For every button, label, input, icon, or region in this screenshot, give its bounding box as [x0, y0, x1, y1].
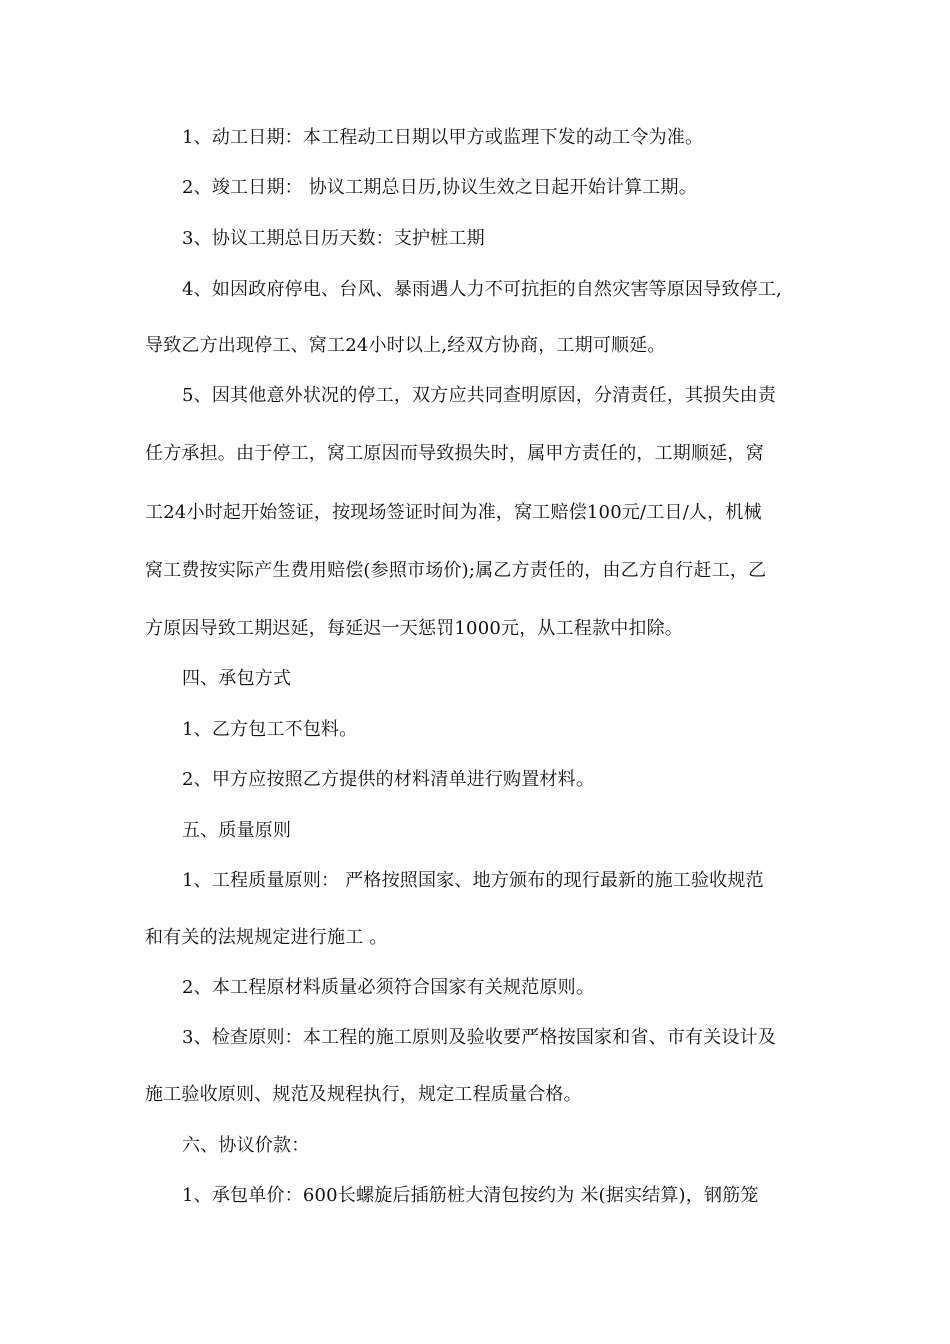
clause-total-days: 3、协议工期总日历天数：支护桩工期: [182, 228, 485, 249]
clause-other-stoppage: 5、因其他意外状况的停工，双方应共同查明原因，分清责任，其损失由责: [182, 385, 777, 406]
section-heading-price: 六、协议价款：: [182, 1135, 310, 1156]
clause-other-stoppage-cont-1: 任方承担。由于停工，窝工原因而导致损失时，属甲方责任的，工期顺延，窝: [145, 443, 764, 464]
clause-force-majeure: 4、如因政府停电、台风、暴雨遇人力不可抗拒的自然灾害等原因导致停工,: [182, 279, 782, 300]
section-heading-quality: 五、质量原则: [182, 820, 292, 841]
clause-labor-only: 1、乙方包工不包料。: [182, 719, 358, 740]
clause-raw-material-quality: 2、本工程原材料质量必须符合国家有关规范原则。: [182, 977, 595, 998]
clause-inspection-cont: 施工验收原则、规范及规程执行，规定工程质量合格。: [145, 1084, 582, 1105]
clause-unit-price: 1、承包单价：600长螺旋后插筋桩大清包按约为 米(据实结算)，钢筋笼: [182, 1185, 759, 1206]
clause-completion-date: 2、竣工日期： 协议工期总日历,协议生效之日起开始计算工期。: [182, 177, 697, 198]
clause-quality-standard: 1、工程质量原则： 严格按照国家、地方颁布的现行最新的施工验收规范: [182, 870, 764, 891]
clause-start-date: 1、动工日期：本工程动工日期以甲方或监理下发的动工令为准。: [182, 127, 704, 148]
clause-other-stoppage-cont-3: 窝工费按实际产生费用赔偿(参照市场价);属乙方责任的，由乙方自行赶工，乙: [145, 560, 767, 581]
clause-other-stoppage-cont-4: 方原因导致工期迟延，每延迟一天惩罚1000元，从工程款中扣除。: [145, 618, 684, 639]
clause-quality-standard-cont: 和有关的法规规定进行施工 。: [145, 927, 388, 948]
clause-force-majeure-cont: 导致乙方出现停工、窝工24小时以上,经双方协商，工期可顺延。: [145, 335, 666, 356]
clause-inspection: 3、检查原则：本工程的施工原则及验收要严格按国家和省、市有关设计及: [182, 1027, 777, 1048]
clause-materials-purchase: 2、甲方应按照乙方提供的材料清单进行购置材料。: [182, 769, 595, 790]
clause-other-stoppage-cont-2: 工24小时起开始签证，按现场签证时间为准，窝工赔偿100元/工日/人，机械: [145, 502, 762, 523]
section-heading-contract-method: 四、承包方式: [182, 668, 292, 689]
